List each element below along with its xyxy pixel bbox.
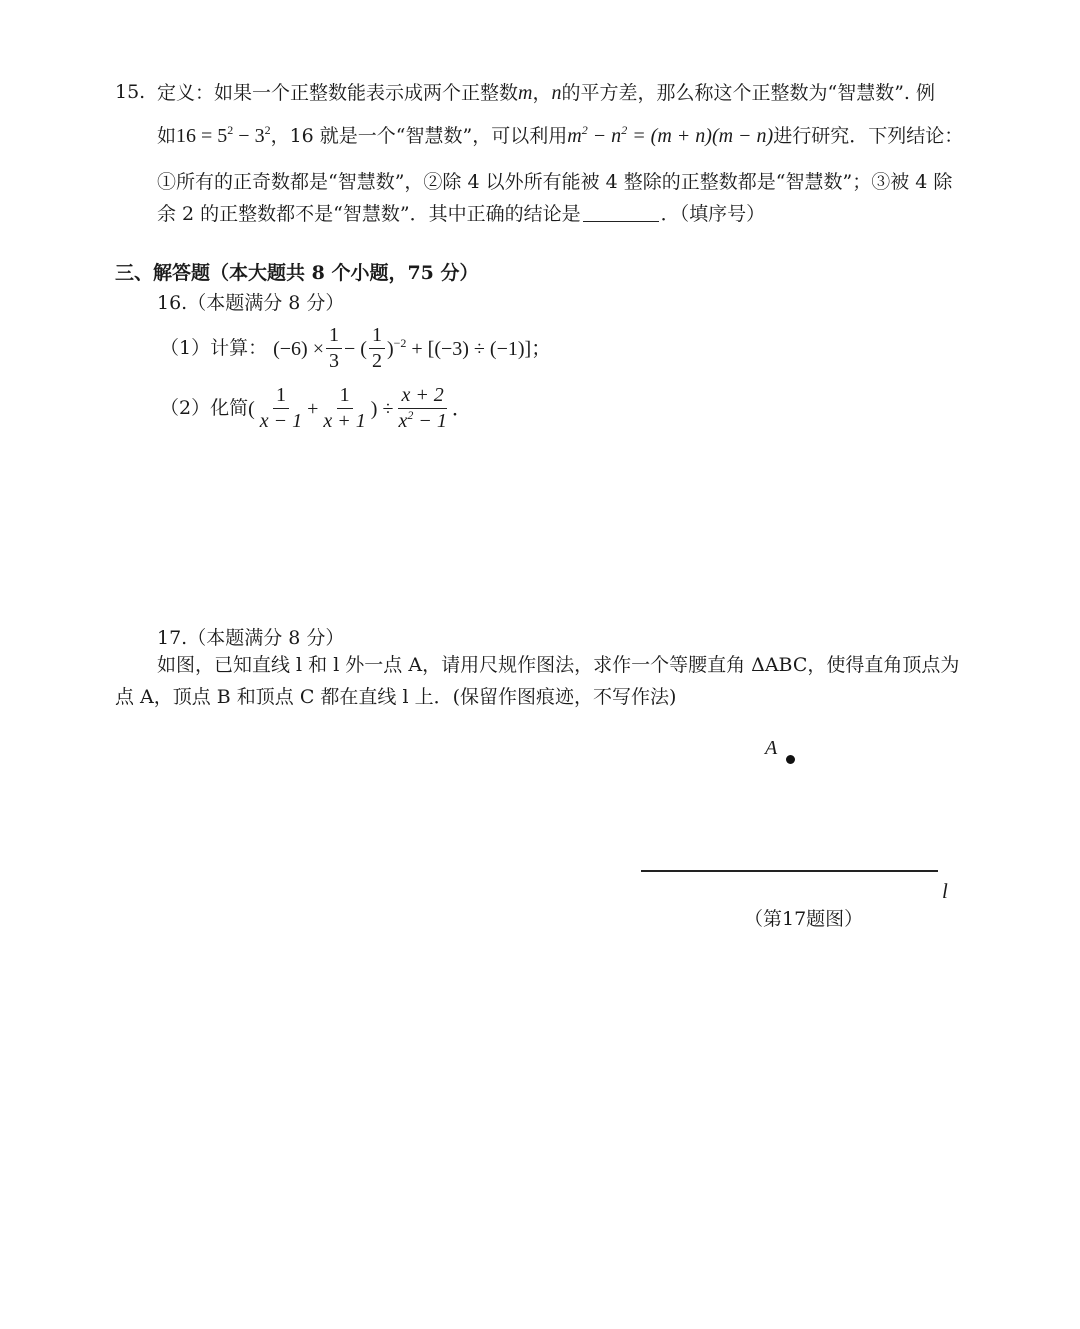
q15-line2-text-c: 进行研究．下列结论：	[773, 125, 964, 147]
q16-part2	[160, 385, 472, 432]
fraction-one-third: $\frac{1}{3}$	[326, 325, 342, 372]
fraction-one-half: $\frac{1}{2}$	[369, 325, 385, 372]
q15-var-m: m	[518, 82, 533, 104]
q16-part2-plus: +	[307, 397, 319, 420]
q15-line4	[157, 203, 765, 224]
fraction-1-over-x-plus-1: $\frac{1}{x + 1}$	[323, 384, 366, 432]
q15-line1-text-a: 定义：如果一个正整数能表示成两个正整数	[157, 82, 519, 104]
figure-caption: （第17题图）	[744, 908, 864, 930]
q15-line2-text-a: 如	[157, 125, 177, 147]
q17-line1: 如图，已知直线 l 和 l 外一点 A，请用尺规作图法，求作一个等腰直角 ΔABC，使得直角顶点为	[157, 654, 960, 676]
q15-line1-text-b: 的平方差，那么称这个正整数为“智慧数”. 例	[561, 82, 935, 104]
q15-line4-text-a: 余 2 的正整数都不是“智慧数”．其中正确的结论是	[157, 203, 581, 225]
q15-example: $16 = 5^2 - 3^2$	[176, 123, 271, 147]
q17-header: 17.（本题满分 8 分）	[157, 627, 345, 649]
line-l	[641, 870, 938, 872]
q16-part2-label: （2）化简	[160, 397, 249, 419]
q16-part2-close: ) ÷	[370, 397, 394, 420]
q15-identity: $m^2 - n^2 = (m + n)(m - n)$	[567, 123, 774, 147]
fraction-x-plus-2-over-x2-minus-1: $\frac{x + 2}{x^2 - 1}$	[398, 384, 447, 432]
q15-line2	[157, 123, 964, 147]
q16-header: 16.（本题满分 8 分）	[157, 292, 345, 314]
point-a-label: A	[765, 737, 778, 759]
q16-part2-open: (	[248, 397, 255, 420]
answer-blank	[583, 203, 659, 222]
line-l-label: l	[942, 879, 948, 903]
q16-part1-b: − (	[343, 337, 367, 360]
q16-part1	[160, 325, 551, 372]
q16-part1-c: )$^{-2}$ + [(−3) ÷ (−1)]；	[386, 335, 552, 360]
section-3-title: 三、解答题（本大题共 8 个小题，75 分）	[115, 262, 479, 284]
q15-line1	[157, 83, 935, 103]
q15-var-n: n	[551, 82, 562, 104]
q15-line2-text-b: ，16 就是一个“智慧数”，可以利用	[270, 125, 568, 147]
q15-number: 15.	[115, 81, 146, 103]
q16-part1-a: (−6) ×	[273, 337, 324, 360]
fraction-1-over-x-minus-1: $\frac{1}{x - 1}$	[259, 384, 303, 432]
q16-part2-end: ．	[451, 397, 472, 420]
point-a-dot	[786, 755, 795, 764]
q15-comma: ，	[532, 82, 552, 104]
q17-line2: 点 A，顶点 B 和顶点 C 都在直线 l 上．(保留作图痕迹，不写作法)	[115, 686, 677, 708]
q16-part1-label: （1）计算：	[160, 337, 268, 359]
q15-line4-text-b: ．（填序号）	[660, 203, 766, 225]
q15-line3: ①所有的正奇数都是“智慧数”，②除 4 以外所有能被 4 整除的正整数都是“智慧数”；③被 4 除	[157, 171, 953, 193]
